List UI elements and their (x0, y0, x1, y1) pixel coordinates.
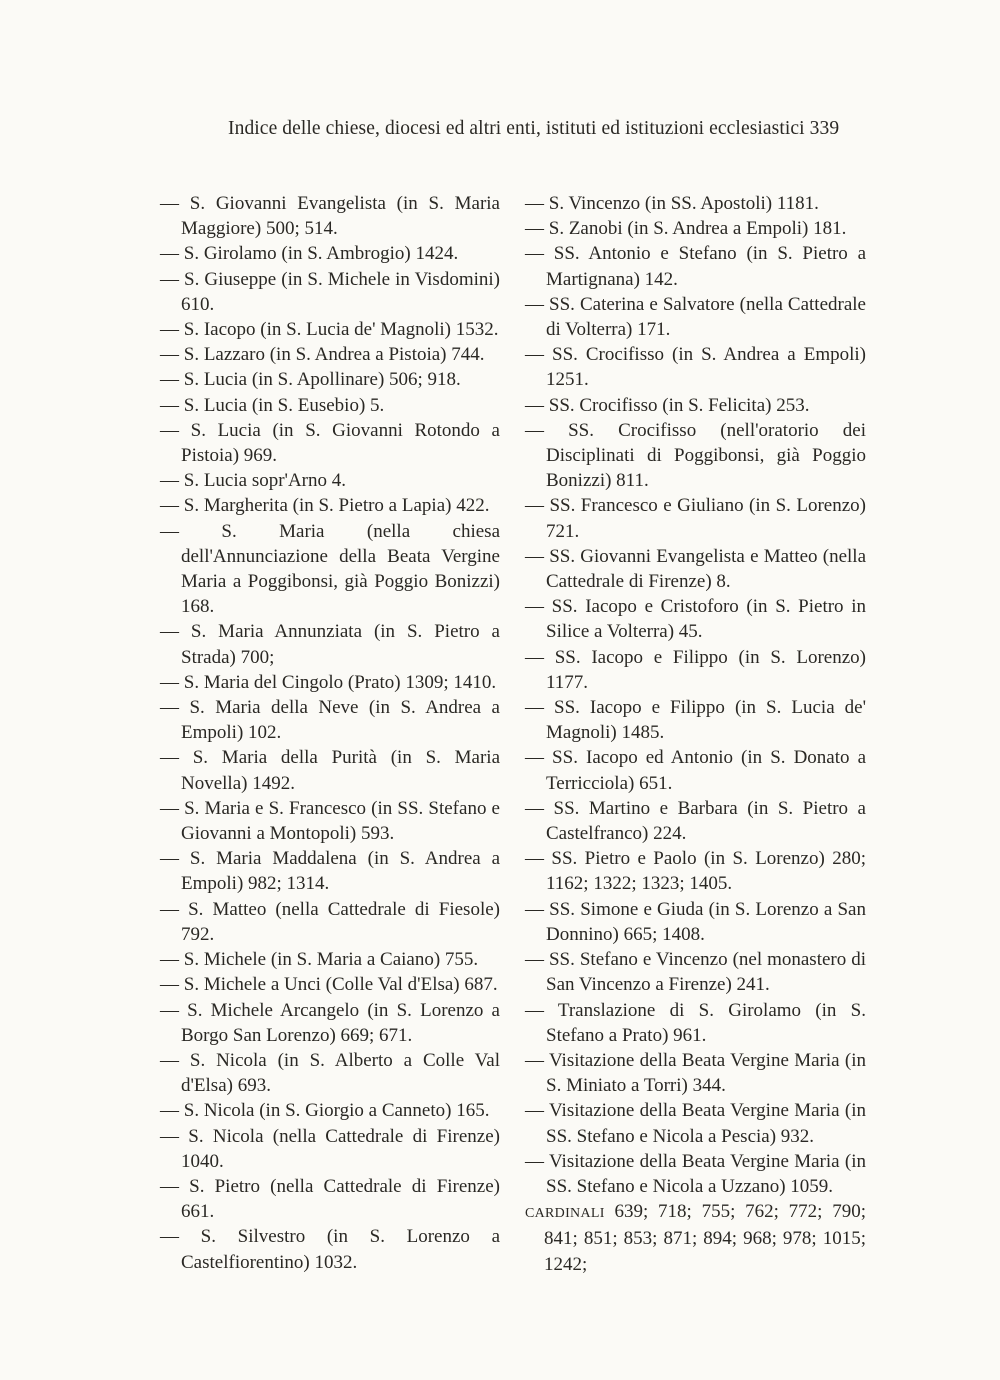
index-entry: — S. Zanobi (in S. Andrea a Empoli) 181. (525, 218, 847, 240)
index-entry: — SS. Iacopo ed Antonio (in S. Donato a Terricciola) 651. (525, 747, 866, 794)
index-entry: — S. Maria (nella chiesa dell'Annunciazione della Beata Vergine Maria a Poggibonsi, già Poggio Bonizzi) 168. (160, 520, 500, 618)
running-head: Indice delle chiese, diocesi ed altri enti, istituti ed istituzioni ecclesiastici 339 (228, 118, 840, 139)
index-entry: — Translazione di S. Girolamo (in S. Stefano a Prato) 961. (525, 999, 866, 1046)
index-entry: — S. Maria della Purità (in S. Maria Novella) 1492. (160, 747, 500, 794)
index-entry: — Visitazione della Beata Vergine Maria (in SS. Stefano e Nicola a Pescia) 932. (525, 1100, 866, 1147)
cardinali-refs: 639; 718; 755; 762; 772; 790; 841; 851; 853; 871; 894; 968; 978; 1015; 1242; (544, 1201, 866, 1275)
index-entry: — S. Maria del Cingolo (Prato) 1309; 1410. (160, 671, 497, 693)
index-entry: — S. Michele a Unci (Colle Val d'Elsa) 687. (160, 974, 498, 996)
index-column-left (160, 191, 500, 1275)
index-entry: — SS. Francesco e Giuliano (in S. Lorenzo) 721. (525, 495, 866, 542)
index-entry: — SS. Crocifisso (in S. Andrea a Empoli) 1251. (525, 344, 866, 391)
index-entry: — SS. Simone e Giuda (in S. Lorenzo a San Donnino) 665; 1408. (525, 898, 866, 945)
index-entry: — SS. Iacopo e Cristoforo (in S. Pietro in Silice a Volterra) 45. (525, 596, 866, 643)
index-entry: — S. Lucia sopr'Arno 4. (160, 470, 347, 492)
index-column-right (525, 191, 866, 1277)
index-entry: — S. Margherita (in S. Pietro a Lapia) 422. (160, 495, 490, 517)
index-entry: — S. Lazzaro (in S. Andrea a Pistoia) 744. (160, 344, 485, 366)
index-entry: — S. Michele (in S. Maria a Caiano) 755. (160, 949, 479, 971)
index-entry: — S. Nicola (in S. Giorgio a Canneto) 165. (160, 1100, 490, 1122)
index-entry: — SS. Martino e Barbara (in S. Pietro a Castelfranco) 224. (525, 797, 866, 845)
index-entry: — SS. Pietro e Paolo (in S. Lorenzo) 280; 1162; 1322; 1323; 1405. (525, 848, 866, 895)
index-entry: — SS. Antonio e Stefano (in S. Pietro a Martignana) 142. (525, 243, 866, 290)
index-entry: — S. Silvestro (in S. Lorenzo a Castelfiorentino) 1032. (160, 1226, 500, 1273)
index-entry: — S. Giovanni Evangelista (in S. Maria Maggiore) 500; 514. (160, 193, 500, 240)
index-entry: — S. Lucia (in S. Giovanni Rotondo a Pistoia) 969. (160, 419, 500, 467)
index-entry: — S. Maria Maddalena (in S. Andrea a Empoli) 982; 1314. (160, 848, 500, 895)
cardinali-heading: CARDINALI (525, 1206, 605, 1222)
index-entry: — S. Pietro (nella Cattedrale di Firenze) 661. (160, 1175, 500, 1223)
index-entry: — SS. Caterina e Salvatore (nella Cattedrale di Volterra) 171. (525, 293, 866, 341)
index-entry: — S. Maria della Neve (in S. Andrea a Empoli) 102. (160, 697, 500, 744)
index-entry: — SS. Iacopo e Filippo (in S. Lucia de' Magnoli) 1485. (525, 697, 866, 744)
index-entry: — Visitazione della Beata Vergine Maria (in SS. Stefano e Nicola a Uzzano) 1059. (525, 1150, 866, 1197)
index-entry: — SS. Crocifisso (in S. Felicita) 253. (525, 394, 810, 416)
index-entry: — S. Nicola (nella Cattedrale di Firenze) 1040. (160, 1125, 500, 1172)
index-entry: — SS. Crocifisso (nell'oratorio dei Disciplinati di Poggibonsi, già Poggio Bonizzi) 811. (525, 419, 866, 492)
index-entry: — S. Giuseppe (in S. Michele in Visdomini) 610. (160, 268, 500, 315)
index-entry: — S. Nicola (in S. Alberto a Colle Val d'Elsa) 693. (160, 1049, 500, 1097)
index-entry: — S. Matteo (nella Cattedrale di Fiesole) 792. (160, 898, 500, 945)
index-entry: — S. Girolamo (in S. Ambrogio) 1424. (160, 243, 459, 265)
index-entry-cardinali (525, 1199, 866, 1277)
index-entry: — S. Vincenzo (in SS. Apostoli) 1181. (525, 193, 819, 214)
index-entry: — SS. Stefano e Vincenzo (nel monastero di San Vincenzo a Firenze) 241. (525, 949, 866, 996)
index-entry: — S. Maria e S. Francesco (in SS. Stefano e Giovanni a Montopoli) 593. (160, 797, 500, 845)
index-entry: — Visitazione della Beata Vergine Maria (in S. Miniato a Torri) 344. (525, 1049, 866, 1097)
index-entry: — S. Iacopo (in S. Lucia de' Magnoli) 1532. (160, 319, 499, 341)
index-entry: — SS. Giovanni Evangelista e Matteo (nella Cattedrale di Firenze) 8. (525, 545, 866, 593)
index-entry: — SS. Iacopo e Filippo (in S. Lorenzo) 1177. (525, 646, 866, 693)
index-entry: — S. Lucia (in S. Eusebio) 5. (160, 394, 385, 416)
index-entry: — S. Lucia (in S. Apollinare) 506; 918. (160, 369, 461, 391)
index-entry: — S. Michele Arcangelo (in S. Lorenzo a Borgo San Lorenzo) 669; 671. (160, 999, 500, 1046)
index-entry: — S. Maria Annunziata (in S. Pietro a Strada) 700; (160, 621, 500, 668)
